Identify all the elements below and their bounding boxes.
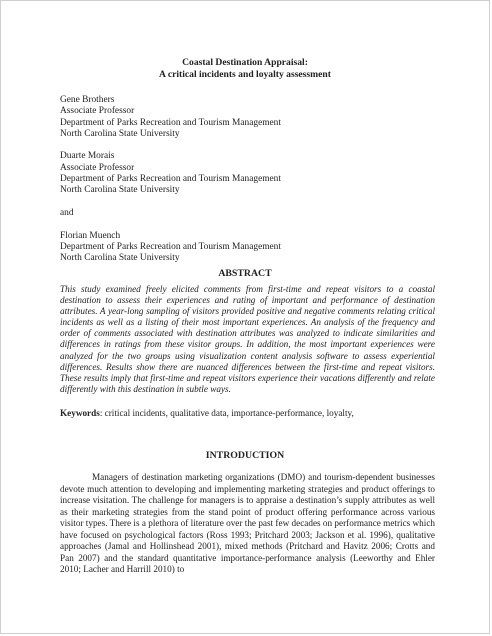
author-position: Associate Professor: [60, 162, 135, 173]
author-position: Associate Professor: [60, 106, 135, 117]
paper-title: [1, 57, 489, 80]
author-name: Florian Muench: [60, 230, 121, 241]
keywords-label: Keywords: [60, 408, 100, 418]
author-university: North Carolina State University: [60, 253, 180, 264]
author-department: Department of Parks Recreation and Tourism Management: [60, 241, 281, 252]
author-list: [60, 95, 281, 276]
author-block: [60, 151, 281, 196]
introduction-text: Managers of destination marketing organizations (DMO) and tourism-dependent businesses devote much attention to developing and implementing marketing strategies and product offerings to increase visitation. The challenge for managers is to appraise a destination’s supply attributes as well as their marketing strategies from the stand point of product offering performance across various visitor types. There is a plethora of literature over the past few decades on performance metrics which have focused on psychological factors (Ross 1993; Pritchard 2003; Jackson et al. 1996), qualitative approaches (Jamal and Hollinshead 2001), mixed methods (Pritchard and Havitz 2006; Crotts and Pan 2007) and the standard quantitative importance-performance analysis (Leeworthy and Ehler 2010; Lacher and Harrill 2010) to: [60, 472, 435, 574]
keywords-line: [60, 408, 354, 418]
author-block: [60, 231, 281, 265]
author-name: Gene Brothers: [60, 95, 115, 105]
abstract-text: This study examined freely elicited comments from first-time and repeat visitors to a coastal destination to assess their experiences and rating of important and performance of destination attributes. A year-long sampling of visitors provided positive and negative comments relating critical incidents as well as a listing of their most important experiences. An analysis of the frequency and order of comments associated with destination attributes was analyzed to indicate similarities and differences in ratings from these visitor groups. In addition, the most important experiences were analyzed for the two groups using visualization content analysis software to assess experiential differences. Results show there are nuanced differences between the first-time and repeat visitors. These results imply that first-time and repeat visitors experience their vacations differently and relate differently with this destination in subtle ways.: [60, 284, 435, 394]
keywords-text: : critical incidents, qualitative data, importance-performance, loyalty,: [99, 408, 354, 418]
author-university: North Carolina State University: [60, 128, 180, 139]
author-name: Duarte Morais: [60, 151, 115, 162]
author-department: Department of Parks Recreation and Tourism Management: [60, 117, 281, 128]
title-line-2: A critical incidents and loyalty assessment: [159, 68, 331, 80]
introduction-heading: INTRODUCTION: [205, 450, 285, 461]
author-university: North Carolina State University: [60, 185, 180, 196]
abstract-heading: ABSTRACT: [218, 268, 272, 279]
title-line-1: Coastal Destination Appraisal:: [182, 57, 308, 68]
and-separator: and: [60, 207, 74, 218]
author-department: Department of Parks Recreation and Tourism Management: [60, 174, 281, 185]
author-block: [60, 95, 281, 140]
